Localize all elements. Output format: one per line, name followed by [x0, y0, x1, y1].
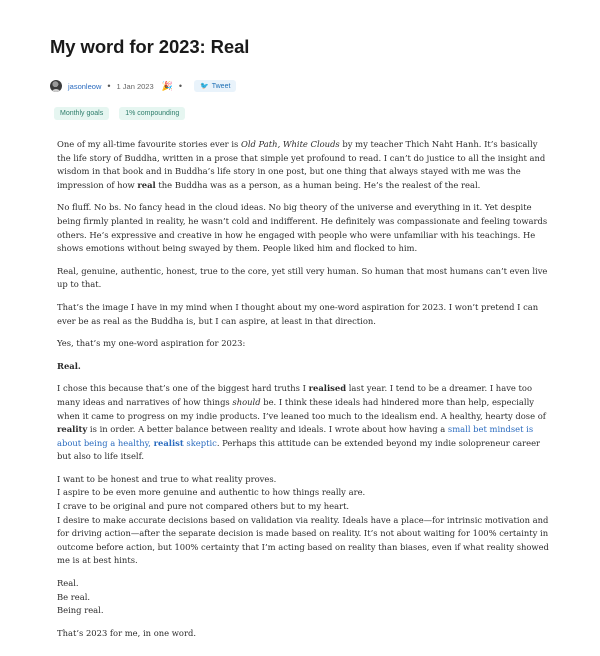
paragraph-2: No fluff. No bs. No fancy head in the cloud ideas. No big theory of the universe and everything in it. Yet despite being firmly planted in reality, he wasn’t cold and indifferent. He definitely was compassionate and feeling towards others. He’s expressive and creative in how he engaged with people who were unfamiliar with his teachings. He shows emotions without being swayed by them. People liked him and flocked to him. [57, 202, 548, 254]
paragraph-1 [57, 138, 549, 192]
line: I crave to be original and pure not compared others but to my heart. [57, 501, 350, 512]
post-body [57, 138, 549, 649]
paragraph-10: That’s 2023 for me, in one word. [57, 627, 196, 638]
post-date: 1 Jan 2023 [116, 81, 154, 91]
emphasis-should: should [232, 396, 261, 407]
post-meta [50, 78, 236, 94]
twitter-bird-icon: 🐦 [200, 83, 209, 90]
paragraph-9 [57, 577, 549, 618]
tag-monthly-goals[interactable]: Monthly goals [54, 107, 109, 120]
text-run: the Buddha was as a person, as a human being. He’s the realest of the real. [155, 179, 481, 190]
tweet-button-label: Tweet [211, 82, 231, 90]
separator-dot: • [178, 81, 183, 91]
line: I want to be honest and true to what reality proves. [57, 473, 277, 484]
paragraph-7 [57, 382, 549, 464]
party-popper-icon: 🎉 [161, 80, 173, 91]
post-title: My word for 2023: Real [50, 36, 250, 57]
author-link[interactable]: jasonleow [68, 81, 102, 91]
link-text: skeptic [183, 437, 217, 448]
text-run: is in order. A better balance between reality and ideals. I wrote about how having a [87, 424, 448, 435]
text-run: by my teacher Thich Naht Hanh. It’s basically the life story of Buddha, written in a prose that simple yet profound to read. I can’t do justice to all the insight and wisdom in that book and in Buddha’s life story in one post, but one thing that always stayed with me was the impression of how [57, 139, 546, 190]
separator-dot: • [107, 81, 111, 91]
link-text: small bet mindset is about being a healthy, [57, 424, 534, 448]
book-title: Old Path, White Clouds [240, 139, 340, 149]
text-run: I chose this because that’s one of the biggest hard truths I [57, 383, 309, 394]
paragraph-8 [57, 473, 549, 568]
highlight-realised: realised [308, 383, 347, 394]
line: Be real. [57, 591, 91, 602]
tag-list [54, 107, 185, 120]
text-run: One of my all-time favourite stories ever is [57, 139, 241, 149]
text-run: . Perhaps this attitude can be extended beyond my indie solopreneur career but also to life itself. [57, 437, 541, 462]
paragraph-3: Real, genuine, authentic, honest, true to the core, yet still very human. So human that most humans can’t even live up to that. [57, 265, 548, 290]
line: Being real. [57, 605, 104, 616]
paragraph-5: Yes, that’s my one-word aspiration for 2023: [57, 338, 246, 349]
line: Real. [57, 578, 79, 589]
highlight-reality: reality [57, 424, 88, 435]
paragraph-6-word: Real. [57, 360, 81, 371]
paragraph-4: That’s the image I have in my mind when I thought about my one-word aspiration for 2023. I won’t pretend I can ever be as real as the Buddha is, but I can aspire, at least in that direction. [57, 301, 539, 326]
line: I aspire to be even more genuine and authentic to how things really are. [57, 487, 366, 498]
tweet-button[interactable] [194, 80, 236, 92]
text-run: be. I think these ideals had hindered more than help, especially when it came to progress on my indie products. I’ve leaned too much to the idealism end. A healthy, hearty dose of [57, 396, 546, 421]
text-run: last year. I tend to be a dreamer. I have too many ideas and narratives of how things [57, 383, 532, 407]
highlight-real: real [137, 179, 156, 190]
line: I desire to make accurate decisions based on validation via reality. Ideals have a place—for intrinsic motivation and for driving action—after the separate decision is made based on reality. It’s not about waiting for 100% certainty in outcome before action, but 100% certainty that I’m acting based on reality than biases, even if what reality showed me is at best hints. [57, 514, 549, 566]
author-avatar[interactable] [50, 80, 62, 92]
link-text-bold: realist [153, 437, 184, 448]
tag-compounding[interactable]: 1% compounding [119, 107, 185, 120]
